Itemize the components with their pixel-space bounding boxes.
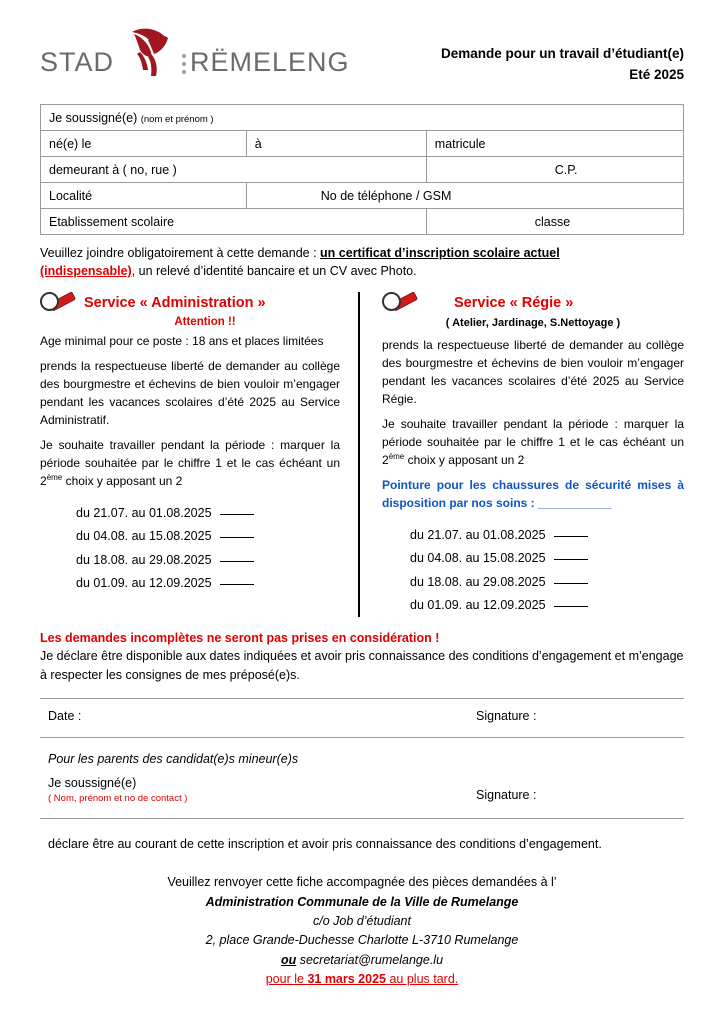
joindre-part1: Veuillez joindre obligatoirement à cette demande : (40, 246, 321, 260)
label-demeurant: demeurant à ( no, rue ) (49, 162, 177, 177)
label-localite: Localité (49, 188, 93, 203)
title-line-2: Eté 2025 (629, 67, 684, 82)
declaration-text: Je déclare être disponible aux dates indiquées et avoir pris connaissance des conditions d’engagement et m’engage à respecter les consignes de mes préposé(e)s. (40, 648, 684, 682)
administration-age-line: Age minimal pour ce poste : 18 ans et places limitées (40, 334, 324, 349)
column-administration (40, 292, 358, 617)
table-row (41, 131, 684, 157)
date-input-line[interactable] (554, 559, 588, 560)
regie-title: Service « Régie » (454, 295, 574, 312)
date-label: du 04.08. au 15.08.2025 (410, 551, 546, 566)
regie-date-list (382, 524, 684, 617)
administration-date-list (40, 502, 340, 595)
field-matricule[interactable] (426, 131, 683, 157)
field-telephone[interactable] (246, 183, 683, 209)
administration-title: Service « Administration » (84, 295, 266, 312)
magnifier-icon (382, 292, 416, 314)
field-localite[interactable] (41, 183, 247, 209)
logo-dots-icon (182, 32, 186, 74)
divider (40, 818, 684, 819)
regie-para2-a: Je souhaite travailler pendant la période : marquer la période souhaitée par le chiffre 1 et le cas échéant un 2 (382, 417, 684, 468)
logo-stad-text: STAD (40, 46, 115, 77)
regie-heading (382, 292, 684, 314)
footer-ou: ou (280, 952, 297, 967)
date-input-line[interactable] (554, 583, 588, 584)
identity-table (40, 104, 684, 235)
footer-line-1: Veuillez renvoyer cette fiche accompagnée des pièces demandées à l’ (167, 875, 557, 890)
attachments-paragraph (40, 244, 684, 280)
label-cp: C.P. (554, 162, 578, 177)
footer-email-line (40, 951, 684, 970)
joindre-part2: , un relevé d’identité bancaire et un CV avec Photo. (131, 264, 417, 279)
field-adresse[interactable] (41, 157, 427, 183)
signature-label[interactable]: Signature : (476, 709, 537, 724)
document-title (441, 22, 684, 82)
label-classe: classe (534, 214, 571, 229)
footer-administration: Administration Communale de la Ville de Rumelange (205, 894, 519, 909)
regie-pointure[interactable]: Pointure pour les chaussures de sécurité mises à disposition par nos soins : ___________ (382, 478, 684, 511)
city-logo (40, 22, 350, 84)
list-item[interactable] (76, 525, 340, 548)
date-label[interactable]: Date : (48, 709, 82, 724)
administration-paragraph-1: prends la respectueuse liberté de demander au collège des bourgmestre et échevins de bien vouloir m’engager pendant les vacances scolaires d’été 2025 au Service Administratif. (40, 359, 340, 428)
incomplete-warning: Les demandes incomplètes ne seront pas prises en considération ! (40, 630, 440, 645)
footer-deadline-a: pour le (265, 972, 308, 987)
signature-row-parent (40, 776, 684, 804)
minors-note: Pour les parents des candidat(e)s mineur(e)s (48, 752, 299, 767)
administration-heading (40, 292, 340, 314)
label-soussigne: Je soussigné(e) (49, 110, 138, 125)
footer-address: 2, place Grande-Duchesse Charlotte L-3710 Rumelange (205, 933, 519, 948)
field-code-postal[interactable] (426, 157, 683, 183)
parent-signature-label[interactable]: Signature : (476, 788, 537, 803)
field-lieu-naissance[interactable] (246, 131, 426, 157)
table-row (41, 209, 684, 235)
logo-emblem-icon (118, 22, 180, 84)
field-etablissement[interactable] (41, 209, 427, 235)
date-input-line[interactable] (220, 561, 254, 562)
list-item[interactable] (410, 547, 684, 570)
title-line-1: Demande pour un travail d’étudiant(e) (440, 46, 684, 61)
field-date-naissance[interactable] (41, 131, 247, 157)
date-label: du 18.08. au 29.08.2025 (76, 552, 212, 567)
footer-service: c/o Job d’étudiant (313, 914, 411, 928)
list-item[interactable] (410, 594, 684, 617)
date-input-line[interactable] (220, 537, 254, 538)
regie-subtitle: ( Atelier, Jardinage, S.Nettoyage ) (445, 317, 621, 330)
service-columns (40, 292, 684, 617)
date-input-line[interactable] (554, 536, 588, 537)
date-label: du 21.07. au 01.08.2025 (76, 506, 212, 521)
label-ne-le: né(e) le (49, 136, 92, 151)
administration-paragraph-2 (40, 436, 340, 490)
administration-attention: Attention !! (174, 316, 236, 329)
date-label: du 18.08. au 29.08.2025 (410, 574, 546, 589)
label-a: à (254, 136, 262, 151)
document-header (40, 0, 684, 100)
list-item[interactable] (410, 524, 684, 547)
footer-deadline-date: 31 mars 2025 (307, 972, 386, 987)
regie-para2-sup: ème (388, 452, 405, 462)
table-row (41, 183, 684, 209)
footer-deadline-c: au plus tard. (385, 972, 459, 987)
list-item[interactable] (410, 571, 684, 594)
divider (40, 698, 684, 699)
label-matricule: matricule (434, 136, 486, 151)
table-row (41, 105, 684, 131)
date-input-line[interactable] (220, 584, 254, 585)
column-regie (358, 292, 684, 617)
parent-soussigne-sublabel: ( Nom, prénom et no de contact ) (48, 793, 188, 805)
field-classe[interactable] (426, 209, 683, 235)
label-telephone: No de téléphone / GSM (320, 188, 452, 203)
footer-email[interactable]: secretariat@rumelange.lu (296, 952, 444, 967)
footer-deadline (40, 970, 684, 989)
list-item[interactable] (76, 502, 340, 525)
label-etablissement: Etablissement scolaire (49, 214, 175, 229)
joindre-underlined: un certificat d’inscription scolaire actuel (320, 246, 560, 260)
administration-para2-sup: ème (46, 473, 63, 483)
parent-declaration-text: déclare être au courant de cette inscription et avoir pris connaissance des conditions d’engagement. (48, 837, 602, 852)
field-soussigne[interactable] (41, 105, 684, 131)
parent-soussigne-label: Je soussigné(e) (48, 776, 137, 791)
date-input-line[interactable] (554, 606, 588, 607)
table-row (41, 157, 684, 183)
note-nom-prenom: (nom et prénom ) (140, 113, 214, 125)
date-label: du 01.09. au 12.09.2025 (410, 597, 546, 612)
document-footer (40, 873, 684, 989)
date-input-line[interactable] (220, 514, 254, 515)
magnifier-icon (40, 292, 74, 314)
administration-para2-b: choix y apposant un 2 (62, 474, 183, 489)
date-label: du 01.09. au 12.09.2025 (76, 575, 212, 590)
regie-paragraph-2 (382, 415, 684, 469)
date-label: du 21.07. au 01.08.2025 (410, 528, 546, 543)
regie-paragraph-1: prends la respectueuse liberté de demander au collège des bourgmestre et échevins de bien vouloir m’engager pendant les vacances scolaires d’été 2025 au Service Régie. (382, 338, 684, 407)
divider (40, 737, 684, 738)
parent-soussigne-block[interactable] (48, 776, 187, 804)
regie-para2-b: choix y apposant un 2 (404, 453, 525, 468)
date-label: du 04.08. au 15.08.2025 (76, 529, 212, 544)
signature-row-student (40, 709, 684, 723)
list-item[interactable] (76, 549, 340, 572)
administration-para2-a: Je souhaite travailler pendant la période : marquer la période souhaitée par le chiffre 1 et le cas échéant un 2 (40, 438, 340, 489)
joindre-indispensable: (indispensable) (40, 264, 132, 279)
logo-city-name: RËMELENG (190, 46, 350, 77)
list-item[interactable] (76, 572, 340, 595)
